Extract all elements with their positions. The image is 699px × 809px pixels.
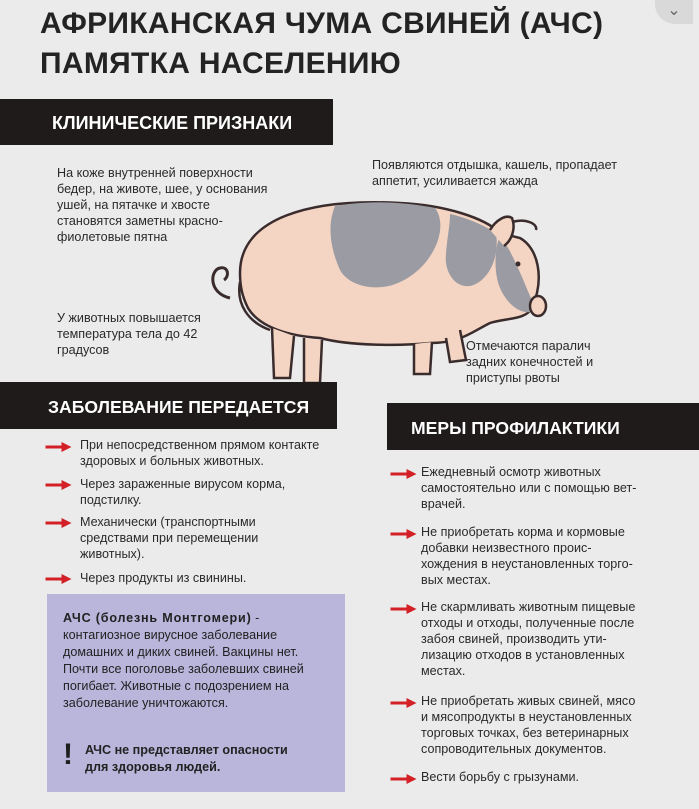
symptom-skin: На коже внутренней поверхности бедер, на животе, шее, у основания ушей, на пятачке и хвосте становятся заметны красно- фиолетовые пятна <box>57 166 268 244</box>
asf-warning: АЧС не представляет опасности для здоровья людей. <box>85 743 288 774</box>
asf-info-box <box>47 594 345 792</box>
red-arrow-icon <box>45 517 72 529</box>
transmission-item-4: Через продукты из свинины. <box>80 571 247 585</box>
symptom-paralysis: Отмечаются паралич задних конечностей и приступы рвоты <box>466 339 594 385</box>
prevention-item-2: Не приобретать корма и кормовые добавки неизвестного проис- хождения в неустановленных торго- вых местах. <box>421 525 633 587</box>
transmission-item-3: Механически (транспортными средствами при перемещении животных). <box>80 515 259 561</box>
title-line-2: ПАМЯТКА НАСЕЛЕНИЮ <box>40 47 401 80</box>
clinical-signs-header <box>0 99 333 145</box>
prevention-title: МЕРЫ ПРОФИЛАКТИКИ <box>411 418 620 438</box>
asf-term: АЧС (болезнь Монтгомери) <box>63 611 252 625</box>
prevention-item-1: Ежедневный осмотр животных самостоятельно или с помощью вет- врачей. <box>421 465 637 511</box>
prevention-item-3: Не скармливать животным пищевые отходы и отходы, полученные после забоя свиней, производить ути- лизацию отходов в установленных местах. <box>421 600 636 678</box>
prevention-header <box>387 403 699 450</box>
transmission-header <box>0 382 337 429</box>
symptom-temperature: У животных повышается температура тела до 42 градусов <box>57 311 201 357</box>
red-arrow-icon <box>390 528 417 540</box>
transmission-item-1: При непосредственном прямом контакте здоровых и больных животных. <box>80 438 320 468</box>
clinical-signs-title: КЛИНИЧЕСКИЕ ПРИЗНАКИ <box>52 113 293 133</box>
asf-info-text: АЧС (болезнь Монтгомери) - контагиозное вирусное заболевание домашних и диких свиней. Вакцины нет. Почти все поголовье заболевших свиней погибает. Животные с подозрением на заболевание уничтожаются. <box>63 611 304 710</box>
prevention-item-4: Не приобретать живых свиней, мясо и мясопродукты в неустановленных торговых точках, без ветеринарных сопроводительных документов. <box>421 694 636 756</box>
red-arrow-icon <box>390 468 417 480</box>
red-arrow-icon <box>390 603 417 615</box>
exclamation-icon: ! <box>63 738 73 771</box>
chevron-down-icon[interactable]: ⌄ <box>655 0 693 24</box>
red-arrow-icon <box>390 773 417 785</box>
pig-illustration <box>200 178 560 388</box>
transmission-title: ЗАБОЛЕВАНИЕ ПЕРЕДАЕТСЯ <box>48 397 310 417</box>
red-arrow-icon <box>390 697 417 709</box>
symptom-breath: Появляются отдышка, кашель, пропадает аппетит, усиливается жажда <box>372 158 617 188</box>
red-arrow-icon <box>45 479 72 491</box>
title-line-1: АФРИКАНСКАЯ ЧУМА СВИНЕЙ (АЧС) <box>40 7 604 40</box>
prevention-item-5: Вести борьбу с грызунами. <box>421 770 580 784</box>
red-arrow-icon <box>45 441 72 453</box>
transmission-item-2: Через зараженные вирусом корма, подстилку. <box>80 477 286 507</box>
red-arrow-icon <box>45 573 72 585</box>
page-title <box>40 4 650 84</box>
